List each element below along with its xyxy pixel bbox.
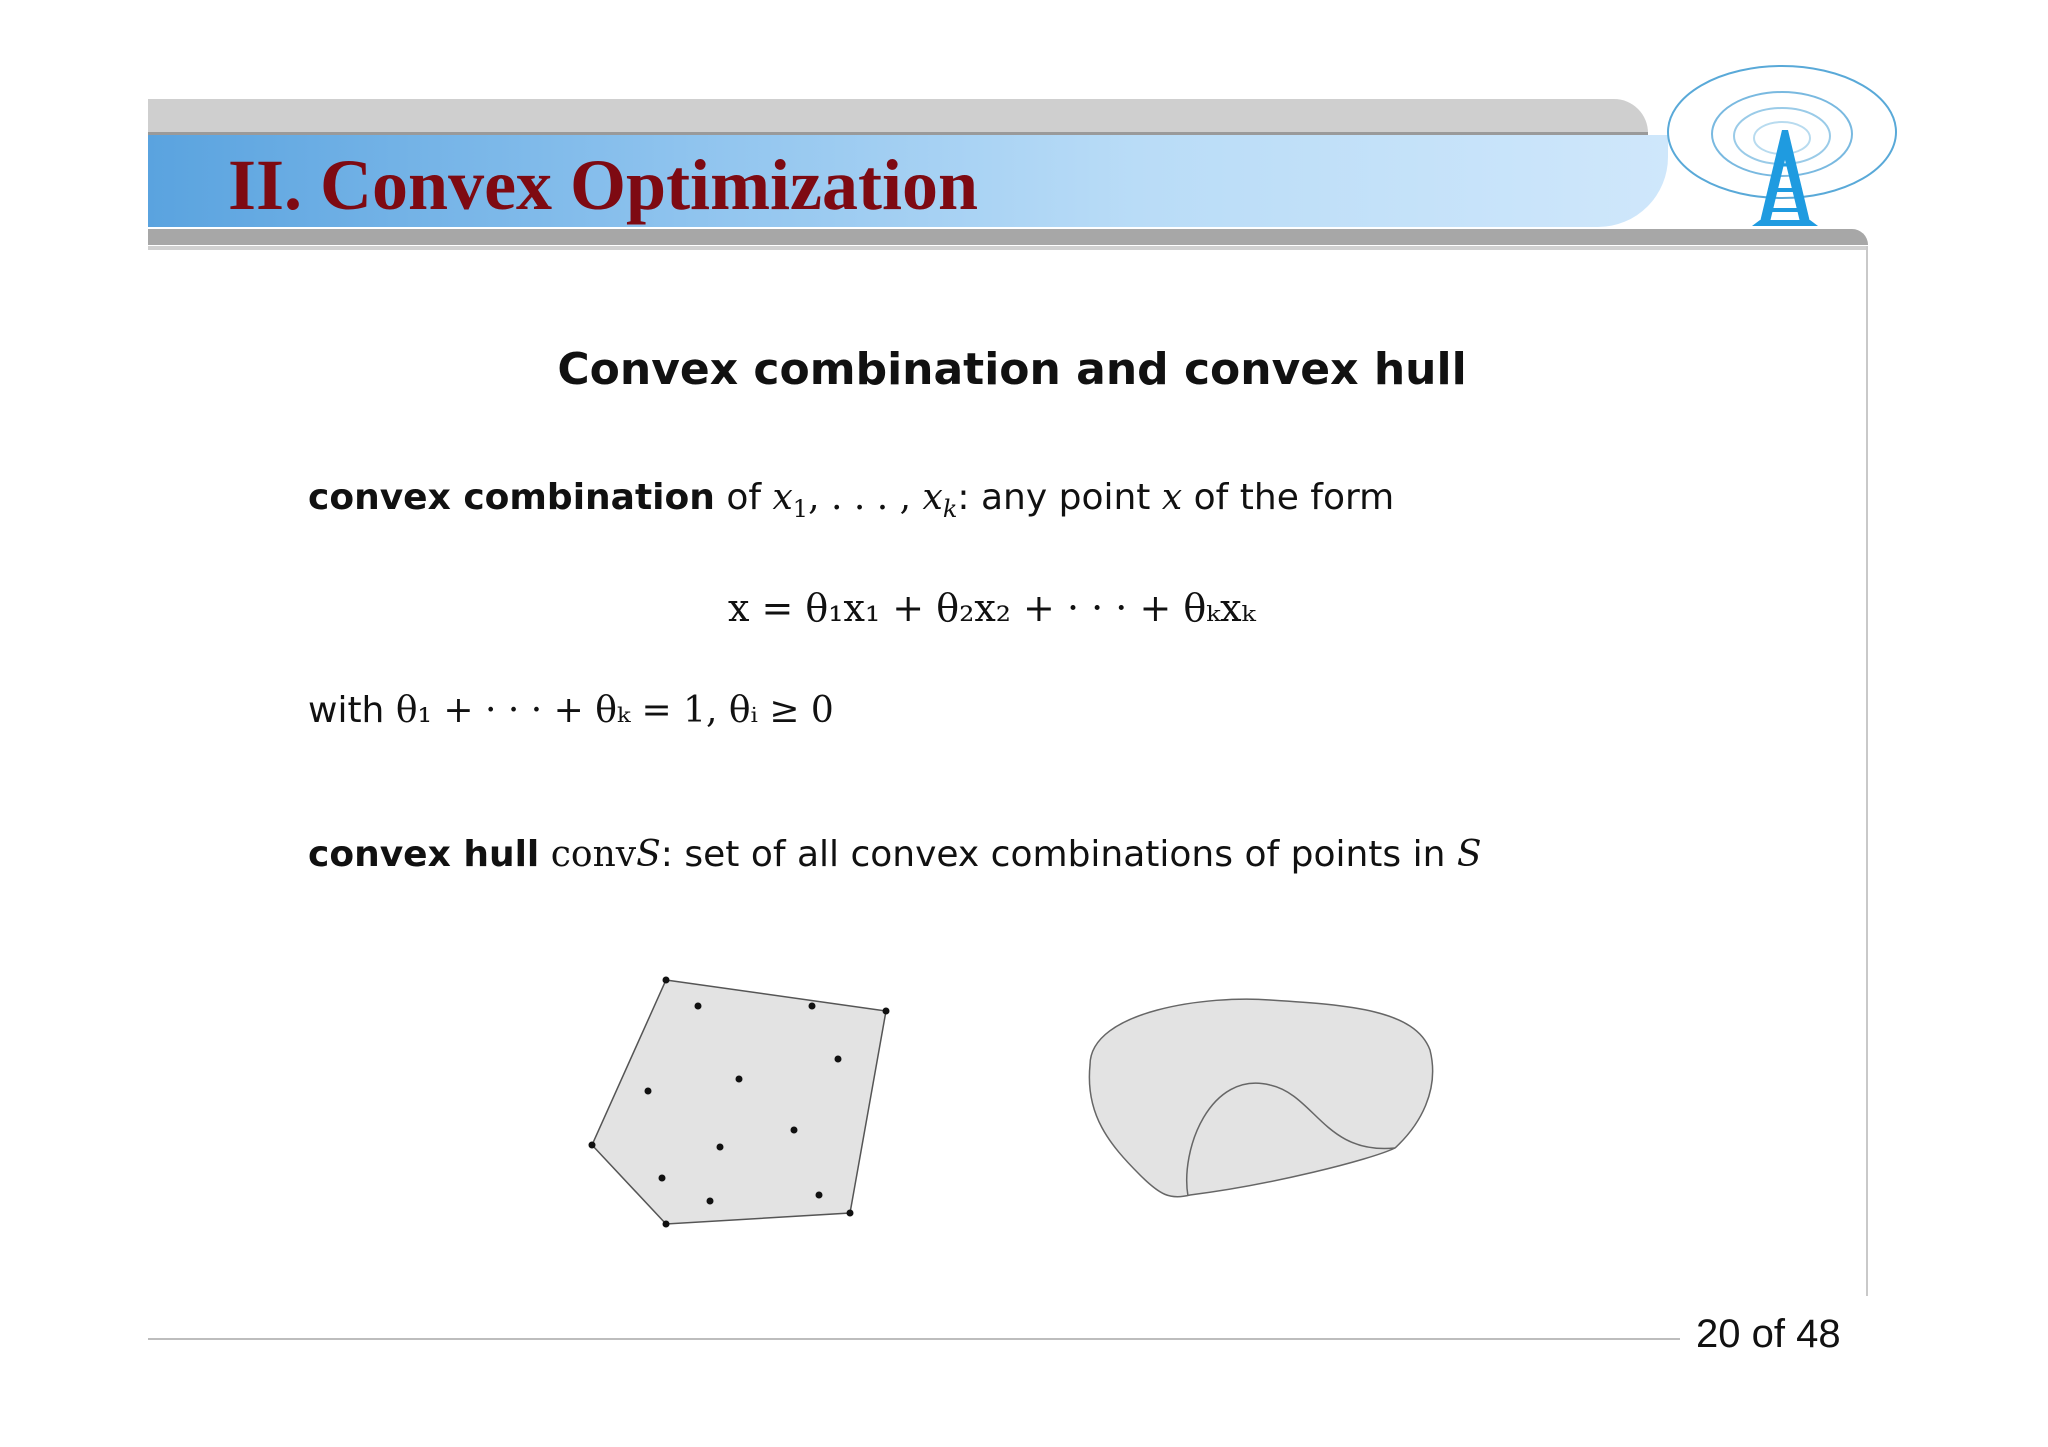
text-of-the-form: of the form [1193,477,1395,518]
header-top-bar [148,99,1648,133]
slide-subtitle [0,340,2048,400]
header-bottom-line [148,246,1868,250]
slide-title: II. Convex Optimization [228,145,979,225]
term-convex-combination: convex combination [308,477,715,518]
header-bottom-bar [148,229,1868,245]
text-colon: : [957,477,970,518]
math-dots: , . . . , [808,477,912,518]
term-convex-hull: convex hull [308,834,540,875]
constraint-line [308,686,834,736]
hull-polygon [592,980,886,1224]
math-xk: $x_k$ [922,477,958,523]
math-constraint: θ₁ + · · · + θₖ = 1, θᵢ ≥ 0 [395,690,834,731]
text-with: with [308,690,385,731]
slide-right-rule [1866,246,1868,1296]
text-of: of [726,477,762,518]
footer-rule [148,1338,1680,1340]
page-number: 20 of 48 [1696,1312,1841,1356]
figure-convex-hull-points [580,965,900,1235]
equation-convex-combination: x = θ₁x₁ + θ₂x₂ + · · · + θₖxₖ [728,586,1256,630]
text-any-point: any point [980,477,1151,518]
math-S: S [636,834,661,875]
antenna-tower-icon [1660,60,1900,232]
figure-convex-hull-shape [1070,990,1440,1205]
text-colon: : [660,834,673,875]
definition-convex-hull [308,830,1482,880]
math-conv: conv [550,834,637,875]
math-x1: $x_1$ [772,477,809,523]
math-S-end: S [1456,834,1482,875]
text-set-of-all: set of all convex combinations of points in [684,834,1446,875]
hull-shape [1089,999,1432,1197]
definition-convex-combination [308,473,1394,534]
slide-subtitle-text: Convex combination and convex hull [557,344,1467,395]
math-x: x [1161,477,1183,518]
